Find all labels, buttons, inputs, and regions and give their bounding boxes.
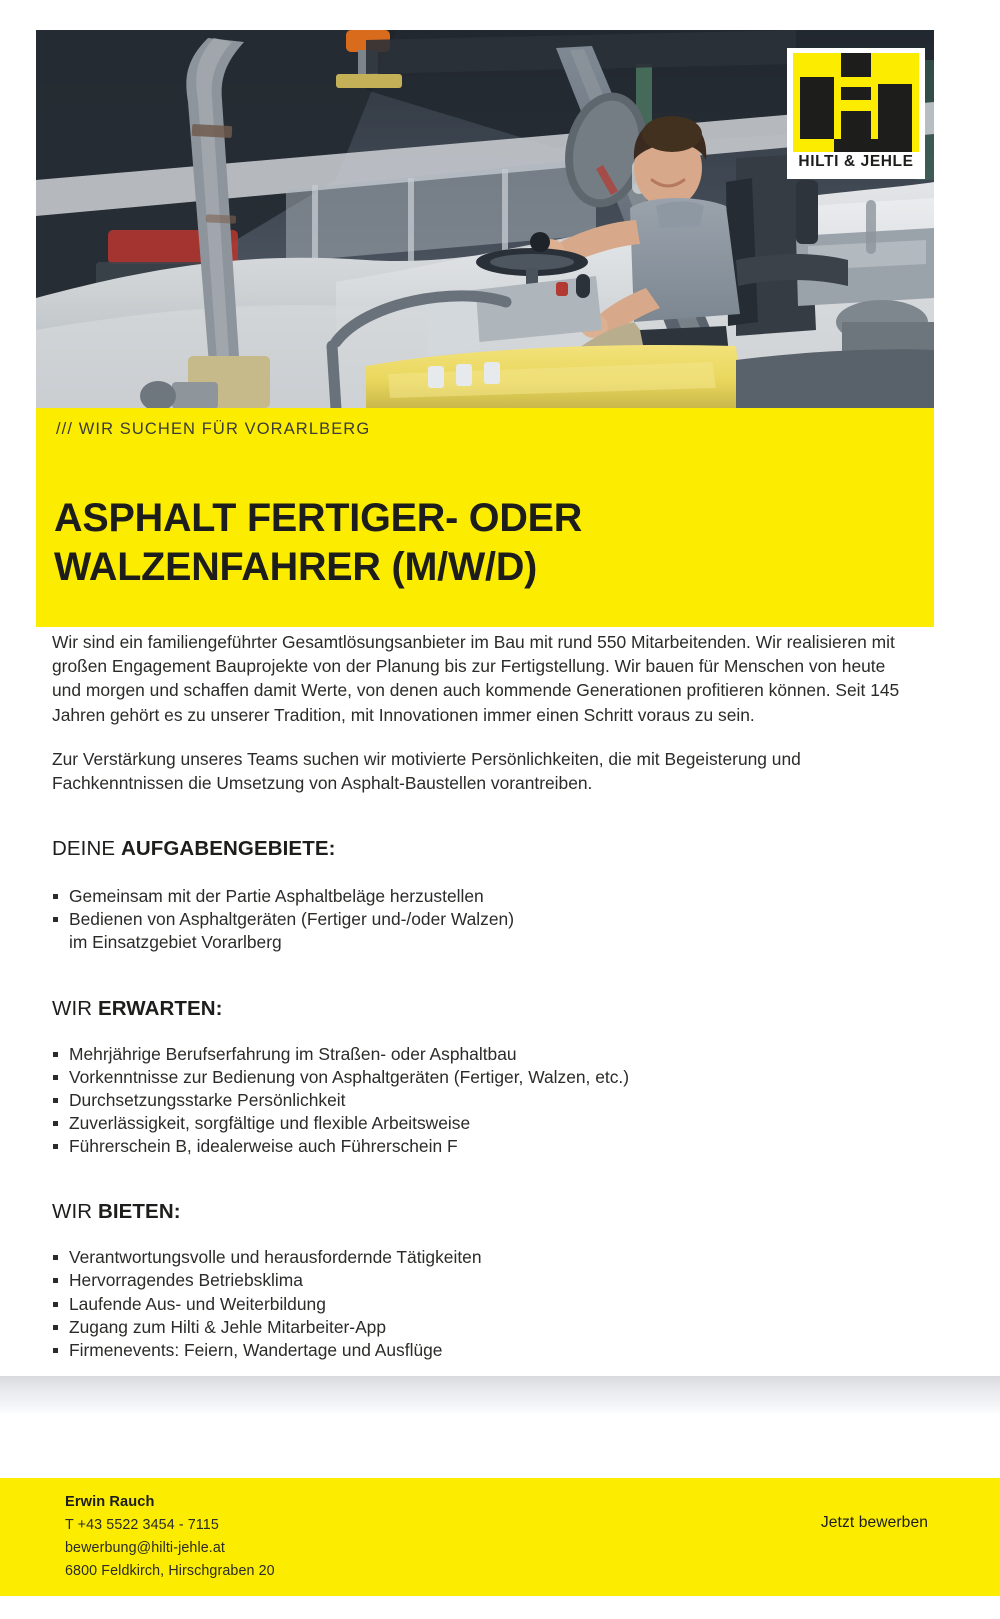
- page-title: [54, 494, 914, 592]
- list-item: [52, 1246, 908, 1269]
- list-item: [52, 885, 908, 908]
- section-title-light-0: DEINE: [52, 837, 121, 861]
- contact-block: [65, 1494, 565, 1579]
- contact-footer: [0, 1478, 1000, 1596]
- list-item-text: Gemeinsam mit der Partie Asphaltbeläge herzustellen: [69, 886, 484, 907]
- section-title-light-2: WIR: [52, 1200, 98, 1224]
- list-item-text: Laufende Aus- und Weiterbildung: [69, 1293, 326, 1314]
- list-item-text: Firmenevents: Feiern, Wandertage und Ausflüge: [69, 1339, 443, 1360]
- list-item-text: Hervorragendes Betriebsklima: [69, 1270, 303, 1291]
- contact-person-name: Erwin Rauch: [65, 1494, 155, 1510]
- list-item: [52, 1066, 908, 1089]
- contact-email[interactable]: bewerbung@hilti-jehle.at: [65, 1540, 225, 1556]
- list-item: [52, 908, 908, 954]
- hilti-jehle-hj-monogram-icon: [793, 53, 919, 152]
- section-divider: [0, 1376, 1000, 1416]
- list-item-text: Mehrjährige Berufserfahrung im Straßen- oder Asphaltbau: [69, 1043, 517, 1064]
- list-item-continuation: im Einsatzgebiet Vorarlberg: [69, 932, 282, 953]
- list-item-text: Führerschein B, idealerweise auch Führerschein F: [69, 1136, 458, 1157]
- list-item-text: Vorkenntnisse zur Bedienung von Asphaltgeräten (Fertiger, Walzen, etc.): [69, 1066, 630, 1087]
- list-item: [52, 1043, 908, 1066]
- contact-phone[interactable]: T +43 5522 3454 - 7115: [65, 1517, 219, 1533]
- list-bieten: [52, 1246, 908, 1362]
- company-logo: [787, 48, 925, 179]
- list-item-text: Durchsetzungsstarke Persönlichkeit: [69, 1089, 346, 1110]
- section-title-light-1: WIR: [52, 996, 98, 1020]
- banner-kicker: /// WIR SUCHEN FÜR VORARLBERG: [56, 420, 371, 438]
- section-title-bold-2: BIETEN:: [97, 1200, 181, 1224]
- list-item-text: Zugang zum Hilti & Jehle Mitarbeiter-App: [69, 1316, 387, 1337]
- section-title-aufgabengebiete: [52, 837, 908, 861]
- list-erwarten: [52, 1043, 908, 1159]
- list-item: [52, 1135, 908, 1158]
- contact-address: 6800 Feldkirch, Hirschgraben 20: [65, 1563, 275, 1579]
- list-item-text: Zuverlässigkeit, sorgfältige und flexible Arbeitsweise: [69, 1112, 471, 1133]
- list-item-text: Verantwortungsvolle und herausfordernde Tätigkeiten: [69, 1247, 482, 1268]
- list-item-text: Bedienen von Asphaltgeräten (Fertiger und-/oder Walzen): [69, 909, 515, 930]
- logo-wordmark: HILTI & JEHLE: [798, 153, 914, 170]
- list-item: [52, 1339, 908, 1362]
- headline-line-1: ASPHALT FERTIGER- ODER: [54, 496, 583, 541]
- list-aufgabengebiete: [52, 885, 908, 954]
- section-title-bold-0: AUFGABENGEBIETE:: [120, 837, 336, 861]
- section-title-bieten: [52, 1200, 908, 1224]
- headline-line-2: WALZENFAHRER (M/W/D): [54, 545, 538, 590]
- list-item: [52, 1293, 908, 1316]
- apply-button[interactable]: Jetzt bewerben: [820, 1514, 928, 1531]
- intro-paragraph-2: Zur Verstärkung unseres Teams suchen wir motivierte Persönlichkeiten, die mit Begeisterung und Fachkenntnissen die Umsetzung von Asphalt-Baustellen vorantreiben.: [52, 748, 801, 793]
- list-item: [52, 1316, 908, 1339]
- headline-banner: [36, 408, 934, 627]
- list-item: [52, 1269, 908, 1292]
- advert-body: [52, 630, 908, 1411]
- section-title-bold-1: ERWARTEN:: [97, 996, 223, 1020]
- list-item: [52, 1112, 908, 1135]
- section-title-erwarten: [52, 997, 908, 1021]
- intro-paragraph-1: Wir sind ein familiengeführter Gesamtlösungsanbieter im Bau mit rund 550 Mitarbeitenden. Wir realisieren mit großen Engagement Bauprojekte von der Planung bis zur Fertigstellung. Wir bauen für Menschen von heute und morgen und schaffen damit Werte, von denen auch kommende Generationen profitieren können. Seit 145 Jahren gehört es zu unserer Tradition, mit Innovationen immer einen Schritt voraus zu sein.: [52, 632, 900, 725]
- list-item: [52, 1089, 908, 1112]
